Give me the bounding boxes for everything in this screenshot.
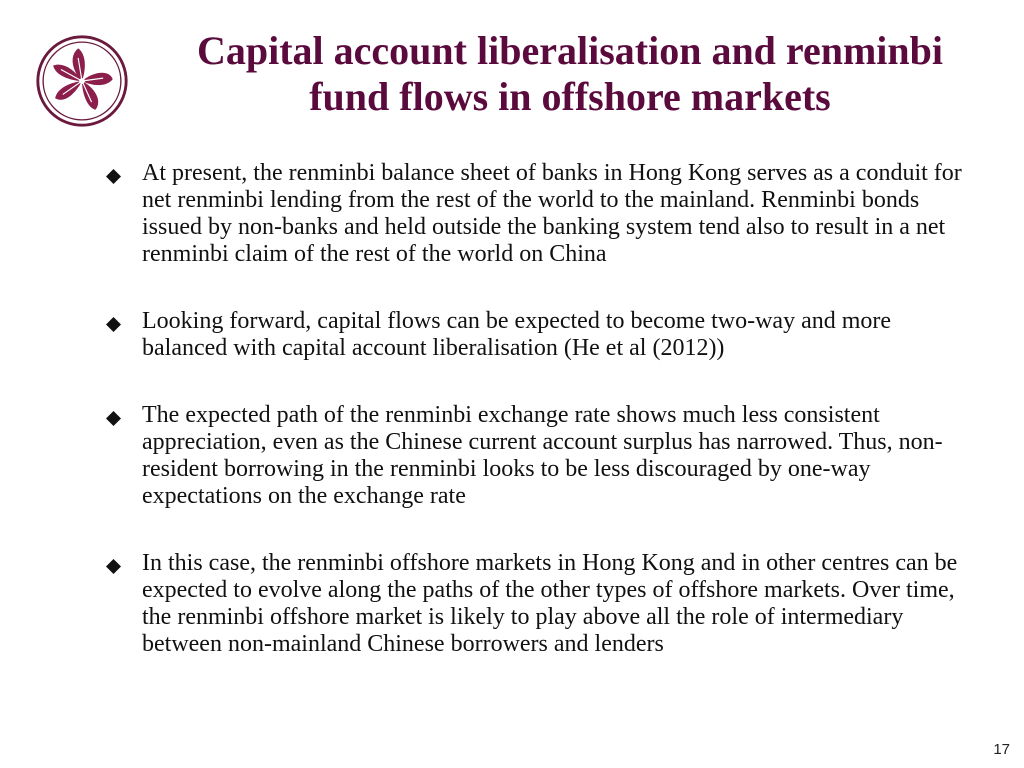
title-line-2: fund flows in offshore markets bbox=[309, 74, 831, 119]
page-number: 17 bbox=[993, 741, 1010, 758]
diamond-bullet-icon bbox=[106, 559, 121, 574]
list-item bbox=[104, 550, 964, 658]
list-item bbox=[104, 402, 964, 510]
list-item bbox=[104, 160, 964, 268]
bullet-text: The expected path of the renminbi exchange rate shows much less consistent appreciation, even as the Chinese current account surplus has narrowed. Thus, non-resident borrowing in the renminbi looks to be less discouraged by one-way expectations on the exchange rate bbox=[142, 402, 943, 509]
bullet-text: Looking forward, capital flows can be expected to become two-way and more balanced with capital account liberalisation (He et al (2012)) bbox=[142, 308, 892, 361]
slide-title bbox=[140, 28, 1000, 120]
title-line-1: Capital account liberalisation and renminbi bbox=[196, 28, 943, 73]
bullet-list bbox=[104, 160, 964, 658]
list-item bbox=[104, 308, 964, 362]
bauhinia-emblem-icon bbox=[34, 33, 130, 129]
bullet-text: At present, the renminbi balance sheet of banks in Hong Kong serves as a conduit for net renminbi lending from the rest of the world to the mainland. Renminbi bonds issued by non-banks and held outside the banking system tend also to result in a net renminbi claim of the rest of the world on China bbox=[142, 160, 962, 267]
diamond-bullet-icon bbox=[106, 169, 121, 184]
diamond-bullet-icon bbox=[106, 317, 121, 332]
diamond-bullet-icon bbox=[106, 411, 121, 426]
bullet-text: In this case, the renminbi offshore markets in Hong Kong and in other centres can be expected to evolve along the paths of the other types of offshore markets. Over time, the renminbi offshore market is likely to play above all the role of intermediary between non-mainland Chinese borrowers and lenders bbox=[142, 550, 958, 657]
